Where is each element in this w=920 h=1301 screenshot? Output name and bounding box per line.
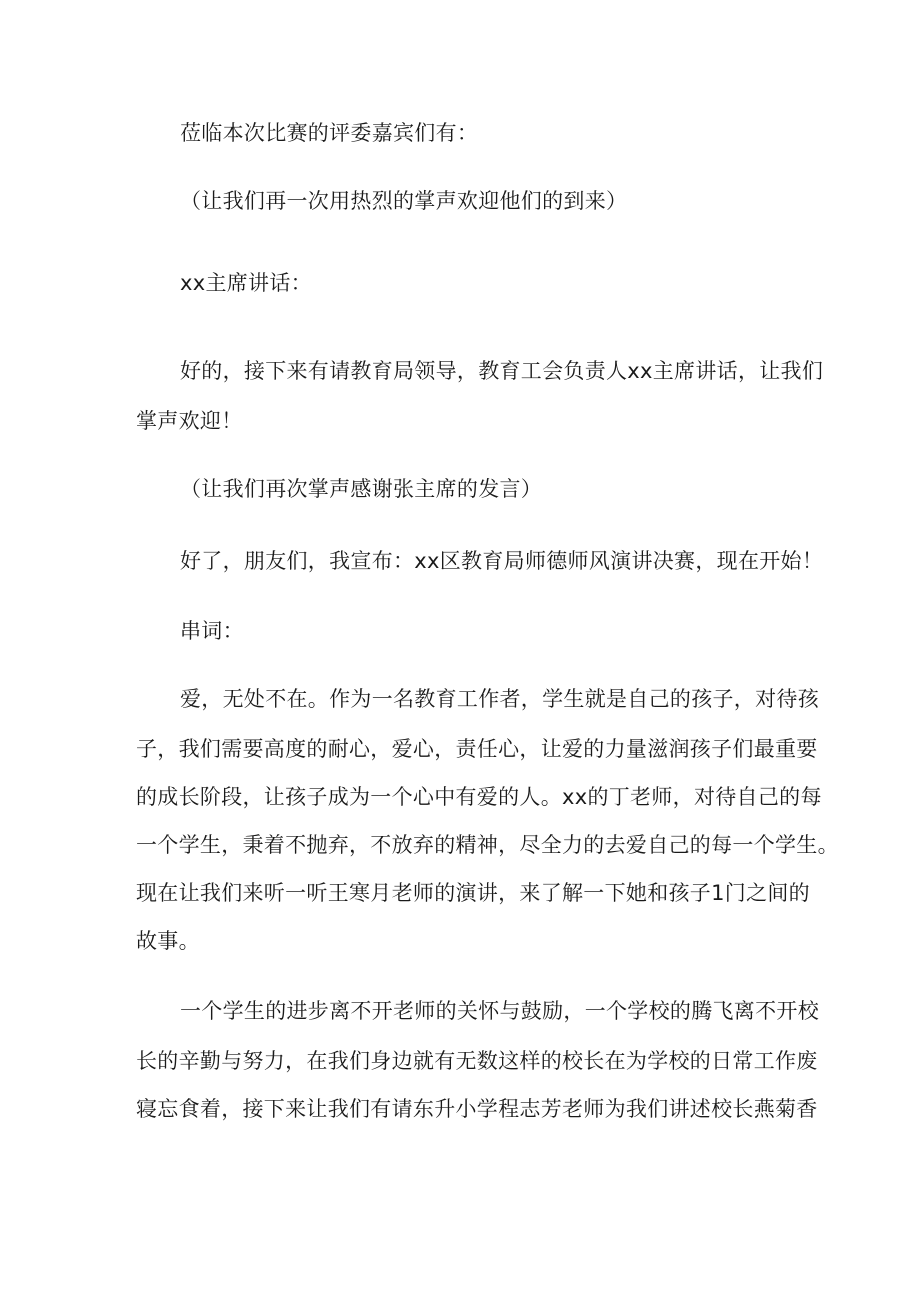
- text-line: 故事。: [136, 929, 200, 953]
- text-line: 一个学生的进步离不开老师的关怀与鼓励，一个学校的腾飞离不开校: [180, 999, 819, 1023]
- text-line: 现在让我们来听一听王寒月老师的演讲，来了解一下她和孩子1门之间的: [136, 881, 810, 905]
- text-line: 爱，无处不在。作为一名教育工作者，学生就是自己的孩子，对待孩: [180, 687, 819, 711]
- text-line: 串词：: [180, 619, 244, 643]
- text-line: （让我们再次掌声感谢张主席的发言）: [180, 477, 543, 501]
- text-line: 寝忘食着，接下来让我们有请东升小学程志芳老师为我们讲述校长燕菊香: [136, 1097, 818, 1121]
- text-line: 长的辛勤与努力，在我们身边就有无数这样的校长在为学校的日常工作废: [136, 1049, 818, 1073]
- text-line: 莅临本次比赛的评委嘉宾们有：: [180, 121, 479, 145]
- text-line: 的成长阶段，让孩子成为一个心中有爱的人。xx的丁老师，对待自己的每: [136, 785, 822, 809]
- text-line: 一个学生，秉着不抛弃，不放弃的精神，尽全力的去爱自己的每一个学生。: [136, 833, 839, 857]
- text-line: 好的，接下来有请教育局领导，教育工会负责人xx主席讲话，让我们: [180, 359, 824, 383]
- text-line: （让我们再一次用热烈的掌声欢迎他们的到来）: [180, 189, 628, 213]
- text-line: xx主席讲话：: [180, 271, 312, 295]
- text-line: 子，我们需要高度的耐心，爱心，责任心，让爱的力量滋润孩子们最重要: [136, 737, 818, 761]
- text-line: 好了，朋友们，我宣布：xx区教育局师德师风演讲决赛，现在开始！: [180, 549, 824, 573]
- text-line: 掌声欢迎！: [136, 409, 243, 433]
